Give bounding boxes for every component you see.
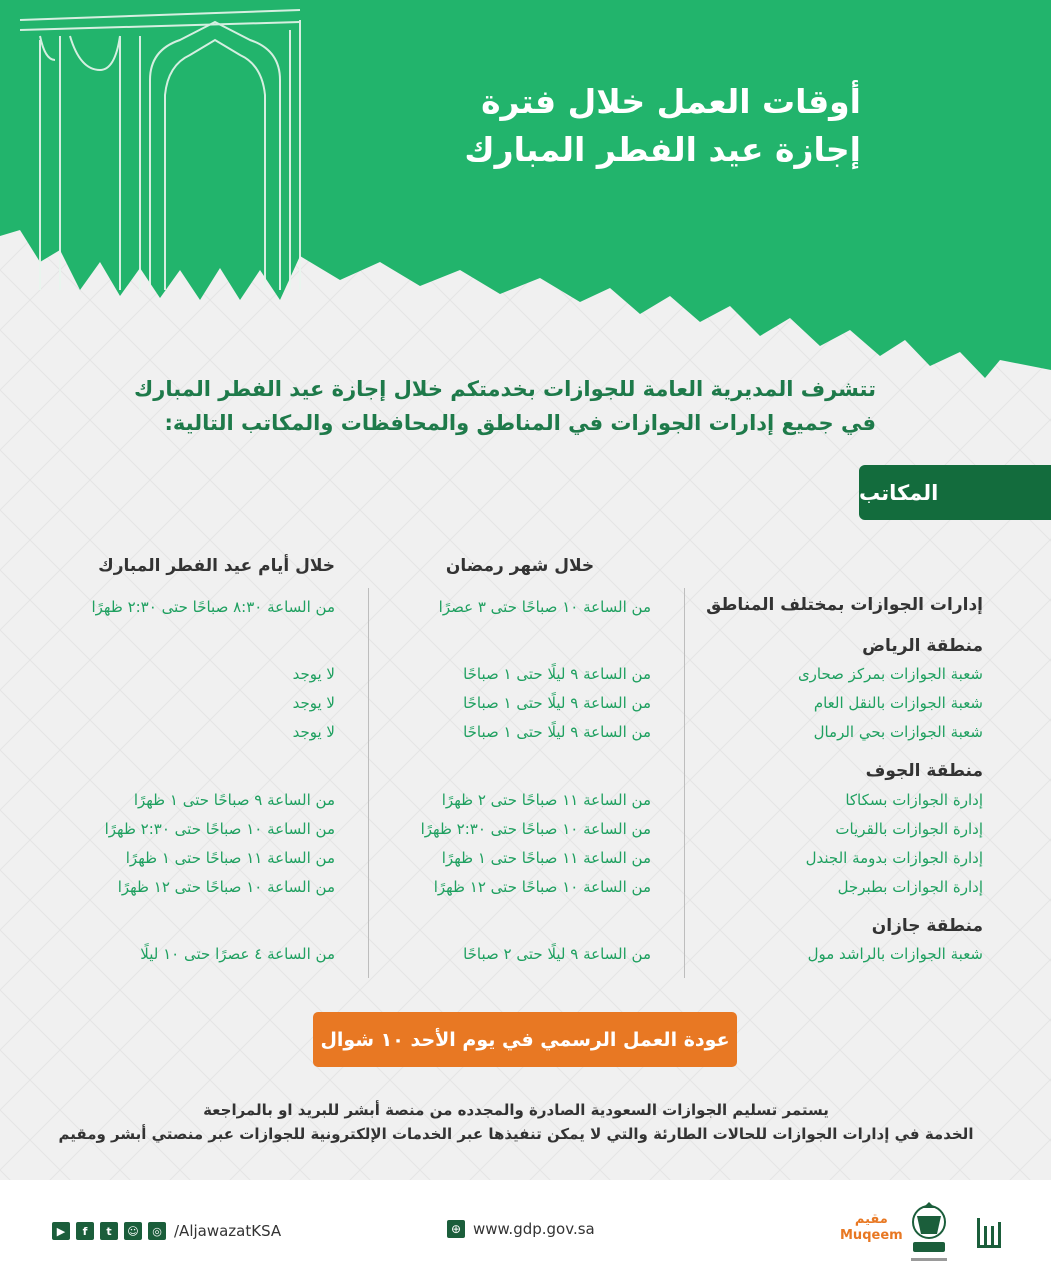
eid-hours: من الساعة ٩ صباحًا حتى ١ ظهرًا xyxy=(133,791,335,809)
absher-logo-icon xyxy=(975,1212,1005,1252)
eid-hours: من الساعة ١٠ صباحًا حتى ١٢ ظهرًا xyxy=(117,878,335,896)
eid-hours: لا يوجد xyxy=(292,694,335,712)
office-name: شعبة الجوازات بحي الرمال xyxy=(813,723,983,741)
muqeem-english: Muqeem xyxy=(840,1228,903,1243)
ramadan-hours: من الساعة ٩ ليلًا حتى ١ صباحًا xyxy=(463,665,651,683)
office-name: إدارة الجوازات بدومة الجندل xyxy=(805,849,983,867)
ramadan-hours: من الساعة ١٠ صباحًا حتى ٣ عصرًا xyxy=(438,598,651,616)
footnote xyxy=(56,1098,976,1146)
footnote-line-2: الخدمة في إدارات الجوازات للحالات الطارئة والتي لا يمكن تنفيذها عبر الخدمات الإلكترونية للجوازات عبر منصتي أبشر ومقيم xyxy=(58,1125,974,1143)
eid-hours: من الساعة ٤ عصرًا حتى ١٠ ليلًا xyxy=(140,945,335,963)
eid-hours: من الساعة ٨:٣٠ صباحًا حتى ٢:٣٠ ظهرًا xyxy=(91,598,335,616)
office-name: شعبة الجوازات بالراشد مول xyxy=(807,945,983,963)
ramadan-hours-column xyxy=(391,0,651,1000)
title-line-1: أوقات العمل خلال فترة xyxy=(481,82,861,121)
region-heading: منطقة الجوف xyxy=(865,761,983,781)
ramadan-hours: من الساعة ١١ صباحًا حتى ٢ ظهرًا xyxy=(441,791,651,809)
offices-label: المكاتب xyxy=(859,480,939,505)
eid-hours: من الساعة ١٠ صباحًا حتى ٢:٣٠ ظهرًا xyxy=(104,820,335,838)
office-name: إدارة الجوازات بطبرجل xyxy=(837,878,983,896)
return-to-work-notice xyxy=(313,1012,737,1067)
office-name: إدارات الجوازات بمختلف المناطق xyxy=(706,595,983,615)
offices-column xyxy=(683,0,983,1000)
region-heading: منطقة الرياض xyxy=(862,636,983,656)
instagram-icon[interactable]: ◎ xyxy=(148,1222,166,1240)
muqeem-arabic: مقيم xyxy=(854,1212,888,1227)
eid-hours: لا يوجد xyxy=(292,665,335,683)
eid-hours-column xyxy=(55,0,335,1000)
office-name: شعبة الجوازات بمركز صحارى xyxy=(797,665,983,683)
ramadan-hours: من الساعة ١٠ صباحًا حتى ١٢ ظهرًا xyxy=(433,878,651,896)
office-name: إدارة الجوازات بالقريات xyxy=(835,820,983,838)
office-name: شعبة الجوازات بالنقل العام xyxy=(813,694,983,712)
ramadan-hours: من الساعة ٩ ليلًا حتى ١ صباحًا xyxy=(463,723,651,741)
eid-hours: من الساعة ١١ صباحًا حتى ١ ظهرًا xyxy=(125,849,335,867)
office-name: إدارة الجوازات بسكاكا xyxy=(845,791,983,809)
intro-line-2: في جميع إدارات الجوازات في المناطق والمحافظات والمكاتب التالية: xyxy=(164,411,876,435)
eid-hours: لا يوجد xyxy=(292,723,335,741)
intro-line-1: تتشرف المديرية العامة للجوازات بخدمتكم خلال إجازة عيد الفطر المبارك xyxy=(134,377,876,401)
website-link[interactable] xyxy=(447,1220,595,1238)
social-handle[interactable]: /AljawazatKSA xyxy=(174,1222,282,1240)
muqeem-logo xyxy=(840,1212,903,1244)
column-divider xyxy=(368,588,369,978)
footnote-line-1: يستمر تسليم الجوازات السعودية الصادرة والمجدده من منصة أبشر للبريد او بالمراجعة xyxy=(203,1101,829,1119)
twitter-icon[interactable]: t xyxy=(100,1222,118,1240)
column-header-eid: خلال أيام عيد الفطر المبارك xyxy=(98,556,335,576)
ramadan-hours: من الساعة ١٠ صباحًا حتى ٢:٣٠ ظهرًا xyxy=(420,820,651,838)
social-links xyxy=(52,1222,281,1240)
column-header-ramadan: خلال شهر رمضان xyxy=(445,556,595,576)
ramadan-hours: من الساعة ٩ ليلًا حتى ٢ صباحًا xyxy=(463,945,651,963)
ramadan-hours: من الساعة ٩ ليلًا حتى ١ صباحًا xyxy=(463,694,651,712)
jawazat-emblem-icon xyxy=(903,1200,955,1270)
title-line-2: إجازة عيد الفطر المبارك xyxy=(464,130,861,169)
globe-icon: ⊕ xyxy=(447,1220,465,1238)
region-heading: منطقة جازان xyxy=(871,916,983,936)
youtube-icon[interactable]: ▶ xyxy=(52,1222,70,1240)
facebook-icon[interactable]: f xyxy=(76,1222,94,1240)
website-url[interactable]: www.gdp.gov.sa xyxy=(473,1220,595,1238)
snapchat-icon[interactable]: ☺ xyxy=(124,1222,142,1240)
return-notice-text: عودة العمل الرسمي في يوم الأحد ١٠ شوال xyxy=(320,1028,730,1051)
ramadan-hours: من الساعة ١١ صباحًا حتى ١ ظهرًا xyxy=(441,849,651,867)
